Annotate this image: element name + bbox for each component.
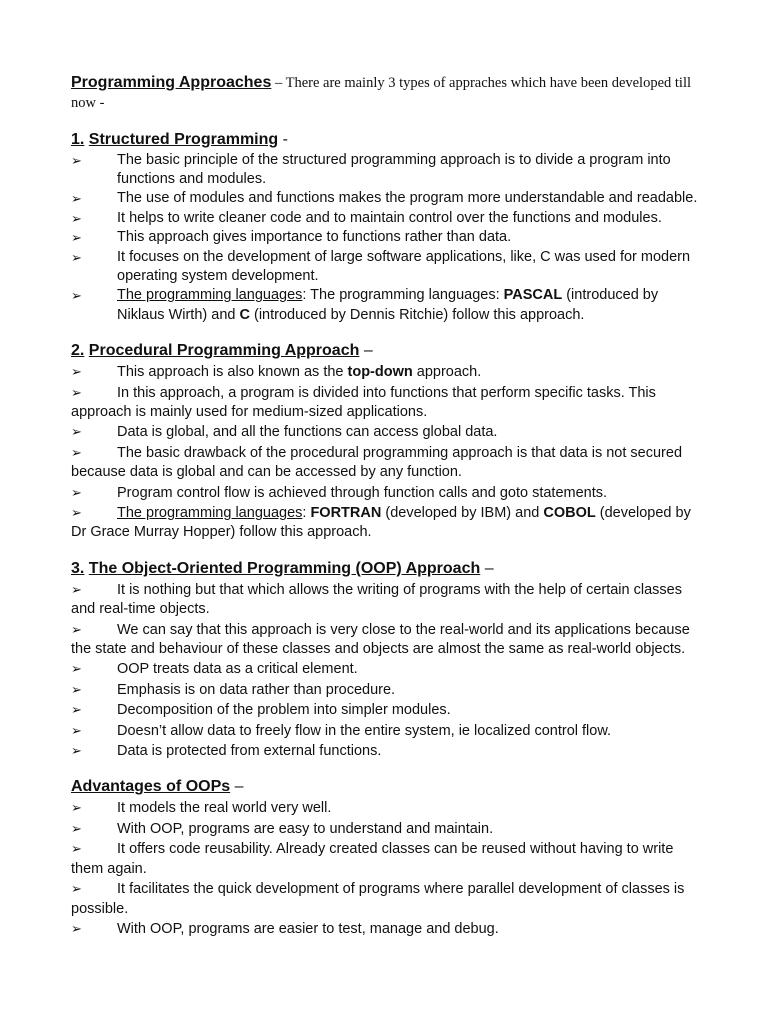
list-item: ➢ The use of modules and functions makes the program more understandable and readable. xyxy=(71,189,699,208)
list-item: ➢ Program control flow is achieved through function calls and goto statements. xyxy=(71,484,608,501)
arrow-bullet-icon: ➢ xyxy=(71,152,82,168)
list-item: ➢ It focuses on the development of large software applications, like, C was used for modern operating system development. xyxy=(71,248,691,284)
arrow-bullet-icon: ➢ xyxy=(71,681,82,697)
section-heading-structured: 1. Structured Programming - xyxy=(71,130,288,148)
arrow-bullet-icon: ➢ xyxy=(71,230,82,246)
list-item: ➢ This approach gives importance to functions rather than data. xyxy=(71,228,699,247)
section-heading-oop: 3. The Object-Oriented Programming (OOP) Approach – xyxy=(71,559,494,577)
list-item: ➢ Emphasis is on data rather than procedure. xyxy=(71,681,396,698)
intro-paragraph xyxy=(71,72,699,114)
arrow-bullet-icon: ➢ xyxy=(71,424,82,440)
section-advantages xyxy=(71,776,699,939)
section-heading-procedural: 2. Procedural Programming Approach – xyxy=(71,342,373,360)
list-item: ➢ Data is protected from external functions. xyxy=(71,743,382,760)
list-item: ➢ The basic drawback of the procedural programming approach is that data is not secured because data is global and can be accessed by any function. xyxy=(71,444,683,481)
arrow-bullet-icon: ➢ xyxy=(71,288,82,304)
list-item: ➢ The basic principle of the structured programming approach is to divide a program into functions and modules. xyxy=(71,151,671,187)
arrow-bullet-icon: ➢ xyxy=(71,364,82,380)
arrow-bullet-icon: ➢ xyxy=(71,505,82,520)
list-item: ➢ In this approach, a program is divided into functions that perform specific tasks. This approach is mainly used for medium-sized applications. xyxy=(71,384,656,420)
list-item: ➢ Decomposition of the problem into simpler modules. xyxy=(71,702,451,719)
document-page xyxy=(71,72,699,939)
arrow-bullet-icon: ➢ xyxy=(71,484,82,500)
intro-text: – There are mainly 3 types of appraches which have been developed till now - xyxy=(71,75,692,111)
arrow-bullet-icon: ➢ xyxy=(71,444,82,460)
arrow-bullet-icon: ➢ xyxy=(71,249,82,265)
arrow-bullet-icon: ➢ xyxy=(71,920,82,936)
section-procedural xyxy=(71,340,699,543)
oop-bullet-list xyxy=(71,580,699,762)
list-item: ➢ It models the real world very well. xyxy=(71,800,332,817)
list-item: ➢ It helps to write cleaner code and to maintain control over the functions and modules. xyxy=(71,209,699,228)
list-item: ➢ It is nothing but that which allows the writing of programs with the help of certain classes and real-time objects. xyxy=(71,581,682,618)
arrow-bullet-icon: ➢ xyxy=(71,881,82,897)
list-item: ➢ We can say that this approach is very close to the real-world and its applications because the state and behaviour of these classes and objects are almost the same as real-world objects. xyxy=(71,621,690,658)
arrow-bullet-icon: ➢ xyxy=(71,702,82,718)
arrow-bullet-icon: ➢ xyxy=(71,581,82,597)
page-title: Programming Approaches xyxy=(71,74,272,91)
arrow-bullet-icon: ➢ xyxy=(71,743,82,759)
arrow-bullet-icon: ➢ xyxy=(71,800,82,816)
section-heading-advantages: Advantages of OOPs – xyxy=(71,778,244,796)
arrow-bullet-icon: ➢ xyxy=(71,661,82,677)
arrow-bullet-icon: ➢ xyxy=(71,820,82,836)
list-item: ➢ OOP treats data as a critical element. xyxy=(71,661,358,678)
section-structured xyxy=(71,129,699,326)
arrow-bullet-icon: ➢ xyxy=(71,722,82,738)
arrow-bullet-icon: ➢ xyxy=(71,841,82,857)
list-item: ➢ Doesn’t allow data to freely flow in the entire system, ie localized control flow. xyxy=(71,722,612,739)
arrow-bullet-icon: ➢ xyxy=(71,384,82,400)
section-oop xyxy=(71,558,699,762)
list-item: ➢ The programming languages: The programming languages: PASCAL (introduced by Niklaus Wirth) and C (introduced by Dennis Ritchie) follow this approach. xyxy=(71,287,659,323)
list-item: ➢ Data is global, and all the functions can access global data. xyxy=(71,424,498,441)
procedural-bullet-list xyxy=(71,362,699,543)
structured-bullet-list xyxy=(71,151,699,326)
list-item: ➢ The programming languages: FORTRAN (developed by IBM) and COBOL (developed by Dr Grace Murray Hopper) follow this approach. xyxy=(71,505,691,541)
list-item: ➢ With OOP, programs are easier to test, manage and debug. xyxy=(71,920,499,937)
list-item: ➢ It facilitates the quick development of programs where parallel development of classes is possible. xyxy=(71,881,685,917)
advantages-bullet-list xyxy=(71,798,699,939)
list-item: ➢ With OOP, programs are easy to understand and maintain. xyxy=(71,820,494,837)
list-item: ➢ This approach is also known as the top-down approach. xyxy=(71,364,482,381)
list-item: ➢ It offers code reusability. Already created classes can be reused without having to write them again. xyxy=(71,841,674,877)
arrow-bullet-icon: ➢ xyxy=(71,621,82,637)
arrow-bullet-icon: ➢ xyxy=(71,191,82,207)
arrow-bullet-icon: ➢ xyxy=(71,210,82,226)
